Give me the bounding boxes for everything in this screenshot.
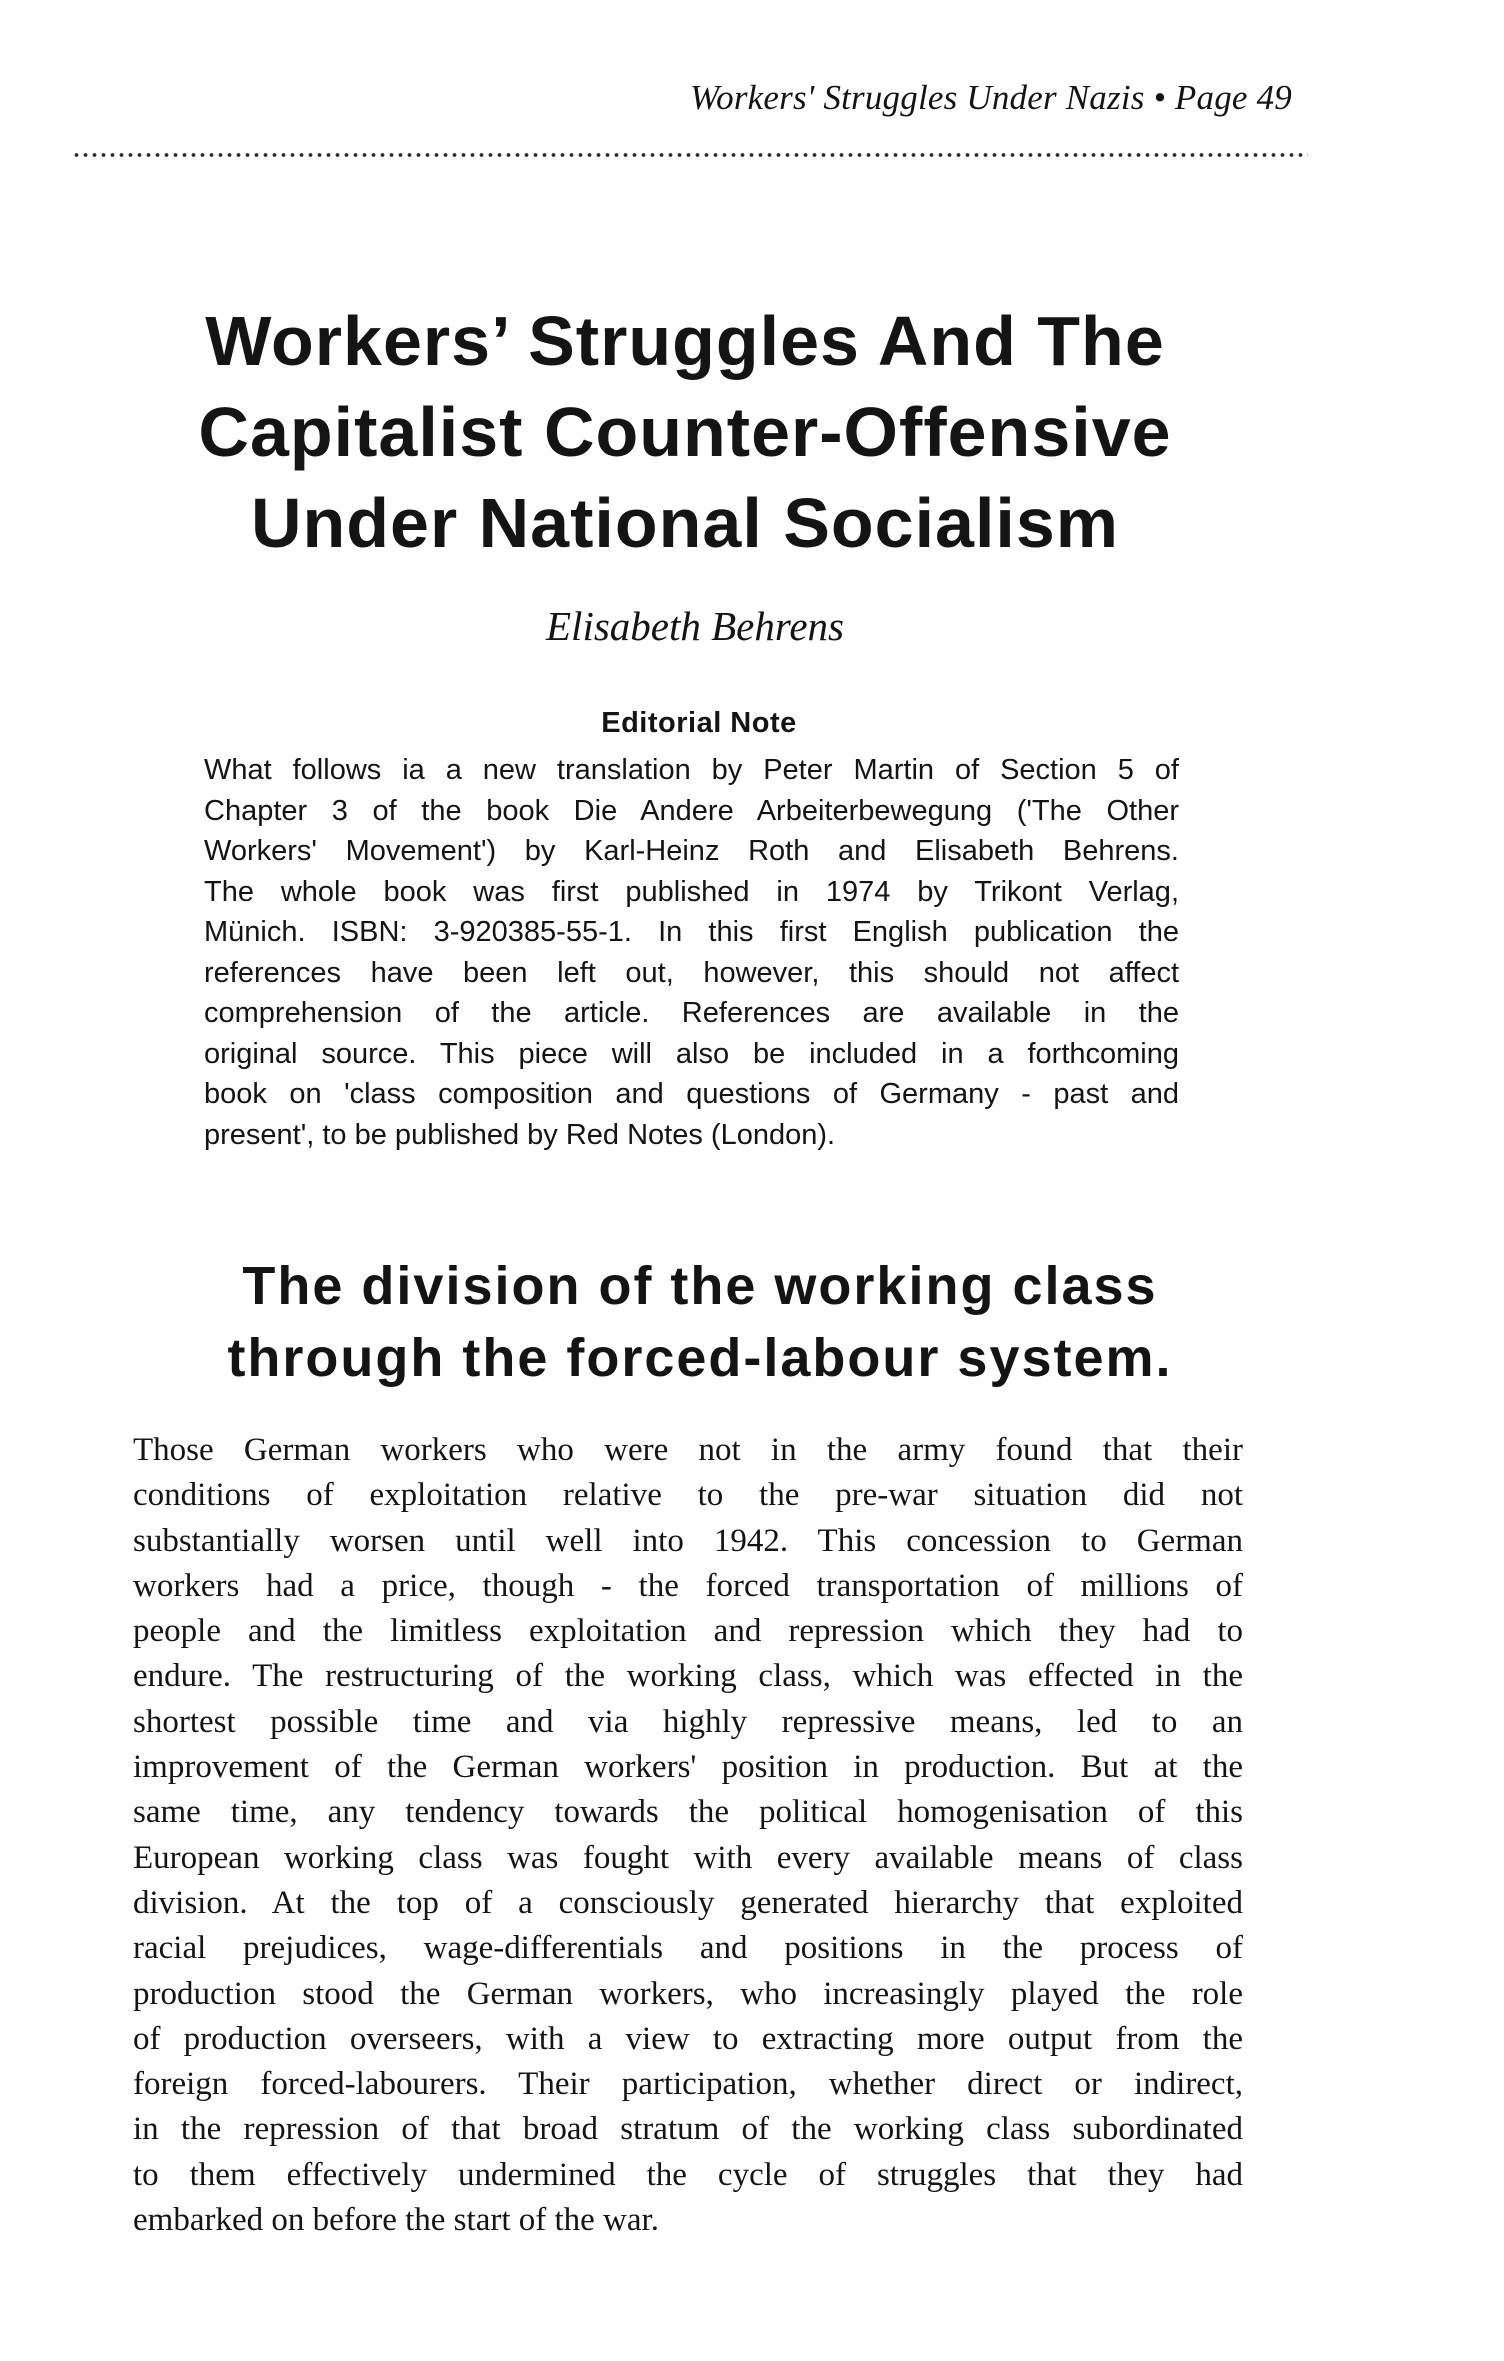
- note-line: Chapter 3 of the book Die Andere Arbeiterbewegung ('The Other: [204, 794, 1179, 827]
- note-line: The whole book was first published in 1974 by Trikont Verlag,: [204, 875, 1179, 908]
- note-line: What follows ia a new translation by Peter Martin of Section 5 of: [204, 754, 1179, 786]
- title-line: Capitalist Counter-Offensive: [198, 393, 1172, 471]
- section-heading-line: The division of the working class: [242, 1256, 1158, 1316]
- running-head: Workers' Struggles Under Nazis • Page 49: [690, 78, 1292, 117]
- body-line: shortest possible time and via highly repressive means, led to an: [133, 1703, 1243, 1740]
- editorial-note-body: [204, 750, 1179, 1155]
- section-heading-line: through the forced-labour system.: [227, 1328, 1173, 1388]
- body-line: improvement of the German workers' position in production. But at the: [133, 1749, 1243, 1786]
- note-line: book on 'class composition and questions of Germany - past and: [204, 1078, 1179, 1110]
- body-paragraph: [133, 1428, 1243, 2243]
- body-line: substantially worsen until well into 1942. This concession to German: [133, 1522, 1243, 1559]
- body-line: to them effectively undermined the cycle of struggles that they had: [133, 2156, 1243, 2193]
- title-line: Workers’ Struggles And The: [205, 302, 1165, 380]
- body-line: in the repression of that broad stratum of the working class subordinated: [133, 2111, 1243, 2148]
- body-line: workers had a price, though - the forced transportation of millions of: [133, 1567, 1243, 1604]
- article-title: [120, 296, 1250, 569]
- dotted-divider: [72, 152, 1308, 158]
- body-line: European working class was fought with every available means of class: [133, 1839, 1243, 1876]
- body-line: division. At the top of a consciously generated hierarchy that exploited: [133, 1884, 1243, 1921]
- editorial-note-heading: Editorial Note: [601, 707, 797, 739]
- body-line: embarked on before the start of the war.: [133, 2202, 659, 2239]
- body-line: same time, any tendency towards the political homogenisation of this: [133, 1794, 1243, 1831]
- note-line: Münich. ISBN: 3-920385-55-1. In this first English publication the: [204, 916, 1179, 948]
- body-line: people and the limitless exploitation and repression which they had to: [133, 1613, 1243, 1650]
- body-line: endure. The restructuring of the working class, which was effected in the: [133, 1658, 1243, 1695]
- body-line: conditions of exploitation relative to the pre-war situation did not: [133, 1477, 1243, 1514]
- note-line: references have been left out, however, this should not affect: [204, 956, 1179, 989]
- note-line: Workers' Movement') by Karl-Heinz Roth and Elisabeth Behrens.: [204, 835, 1179, 867]
- body-line: of production overseers, with a view to extracting more output from the: [133, 2020, 1243, 2057]
- body-line: Those German workers who were not in the army found that their: [133, 1432, 1243, 1468]
- note-line: comprehension of the article. References are available in the: [204, 997, 1179, 1029]
- title-line: Under National Socialism: [250, 484, 1120, 562]
- body-line: production stood the German workers, who increasingly played the role: [133, 1975, 1243, 2012]
- body-line: foreign forced-labourers. Their participation, whether direct or indirect,: [133, 2066, 1243, 2103]
- section-heading: [150, 1250, 1250, 1394]
- body-line: racial prejudices, wage-differentials and positions in the process of: [133, 1930, 1243, 1967]
- note-line: present', to be published by Red Notes (London).: [204, 1118, 836, 1151]
- note-line: original source. This piece will also be included in a forthcoming: [204, 1037, 1179, 1070]
- author-name: Elisabeth Behrens: [546, 603, 844, 649]
